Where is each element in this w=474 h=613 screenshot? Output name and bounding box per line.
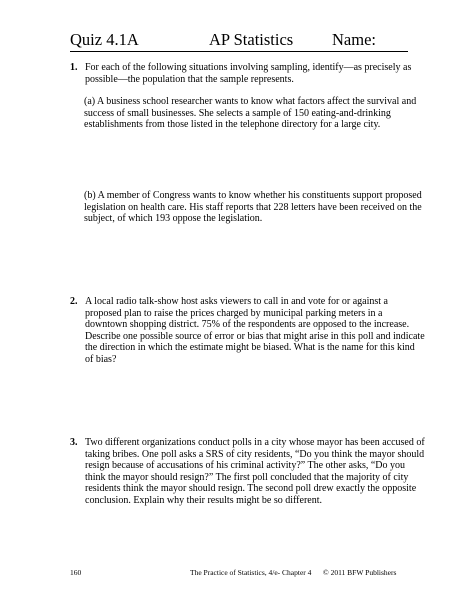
question-number: 2. [70, 296, 78, 307]
question-number: 1. [70, 62, 78, 73]
question-text: Two different organizations conduct polls in a city whose mayor has been accused of taking bribes. One poll asks a SRS of city residents, “Do you think the mayor should resign because of accusations of his criminal activity?” The other asks, “Do you think the mayor should resign?” The first poll concluded that the majority of city residents think the mayor should resign. The second poll drew exactly the opposite conclusion. Explain why their results might be so different. [85, 437, 425, 506]
question-1b-text: (b) A member of Congress wants to know whether his constituents support proposed legislation on health care. His staff reports that 228 letters have been received on the subject, of which 193 oppose the legislation. [84, 190, 422, 224]
question-number: 3. [70, 437, 78, 448]
course-title: AP Statistics [209, 30, 294, 49]
name-label: Name: [332, 30, 376, 49]
copyright-notice: © 2011 BFW Publishers [323, 568, 397, 577]
question-1a-text: (a) A business school researcher wants to know what factors affect the survival and success of small businesses. She selects a sample of 150 eating-and-drinking establishments from those listed in the telephone directory for a large city. [84, 96, 417, 130]
question-text: For each of the following situations involving sampling, identify—as precisely as possible—the population that the sample represents. [85, 62, 412, 85]
page-number: 160 [70, 568, 82, 577]
quiz-title: Quiz 4.1A [70, 30, 139, 49]
quiz-header [70, 29, 408, 52]
question-text: A local radio talk-show host asks viewers to call in and vote for or against a proposed plan to raise the prices charged by municipal parking meters in a downtown shopping district. 75% of the respondents are opposed to the increase. Describe one possible source of error or bias that might arise in this poll and indicate the direction in which the estimate might be biased. What is the name for this kind of bias? [85, 296, 425, 365]
page-footer [70, 567, 410, 579]
book-title: The Practice of Statistics, 4/e- Chapter 4 [190, 568, 312, 577]
